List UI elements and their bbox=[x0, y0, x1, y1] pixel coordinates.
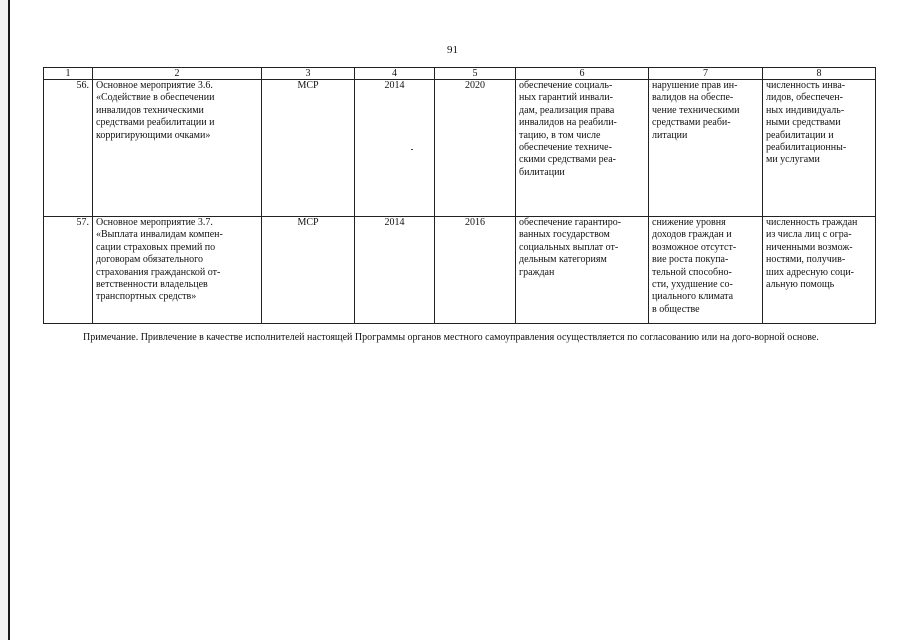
measure-cell bbox=[93, 217, 262, 324]
executor-cell: МСР bbox=[262, 80, 355, 217]
consequences-cell bbox=[649, 217, 763, 324]
scan-speck bbox=[411, 149, 413, 150]
expected-result-cell bbox=[516, 217, 649, 324]
start-year-cell: 2014 bbox=[355, 80, 435, 217]
header-cell: 2 bbox=[93, 68, 262, 80]
header-cell: 4 bbox=[355, 68, 435, 80]
indicator-cell bbox=[763, 217, 876, 324]
header-cell: 6 bbox=[516, 68, 649, 80]
end-year-cell: 2020 bbox=[435, 80, 516, 217]
header-cell: 7 bbox=[649, 68, 763, 80]
table-row bbox=[44, 217, 876, 324]
scan-edge bbox=[0, 0, 10, 640]
program-measures-table bbox=[43, 67, 876, 324]
scan-shadow bbox=[0, 0, 8, 640]
scan-border-line bbox=[8, 0, 10, 640]
consequences-text: нарушение прав ин- валидов на обеспе- чение техническими средствами реаби- литации bbox=[652, 80, 740, 141]
measure-cell bbox=[93, 80, 262, 217]
header-cell: 3 bbox=[262, 68, 355, 80]
indicator-cell bbox=[763, 80, 876, 217]
expected-result-text: обеспечение гарантиро- ванных государством социальных выплат от- дельным категориям граждан bbox=[519, 217, 622, 278]
executor-cell: МСР bbox=[262, 217, 355, 324]
footnote: Примечание. Привлечение в качестве исполнителей настоящей Программы органов местного самоуправления осуществляется по согласованию или на дого-ворной основе. bbox=[83, 332, 819, 343]
page-number: 91 bbox=[447, 44, 458, 56]
measure-text: Основное мероприятие 3.6. «Содействие в обеспечении инвалидов техническими средствами реабилитации и корригирующими очками» bbox=[96, 80, 215, 141]
end-year-cell: 2016 bbox=[435, 217, 516, 324]
expected-result-text: обеспечение социаль- ных гарантий инвали- дам, реализация права инвалидов на реабили- тацию, в том числе обеспечение техниче- скими средствами реа- билитации bbox=[519, 80, 617, 178]
header-cell: 8 bbox=[763, 68, 876, 80]
column-number-row bbox=[44, 68, 876, 80]
row-number: 57. bbox=[44, 217, 93, 324]
start-year-cell: 2014 bbox=[355, 217, 435, 324]
indicator-text: численность инва- лидов, обеспечен- ных индивидуаль- ными средствами реабилитации и реабилитационны- ми услугами bbox=[766, 80, 847, 166]
consequences-cell bbox=[649, 80, 763, 217]
row-number: 56. bbox=[44, 80, 93, 217]
measure-text: Основное мероприятие 3.7. «Выплата инвалидам компен- сации страховых премий по договорам обязательного страхования гражданской от- ветственности владельцев транспортных средств» bbox=[96, 217, 223, 303]
consequences-text: снижение уровня доходов граждан и возможное отсутст- вие роста покупа- тельной способно- сти, ухудшение со- циального климата в обществе bbox=[652, 217, 737, 315]
header-cell: 1 bbox=[44, 68, 93, 80]
expected-result-cell bbox=[516, 80, 649, 217]
table-row bbox=[44, 80, 876, 217]
header-cell: 5 bbox=[435, 68, 516, 80]
indicator-text: численность граждан из числа лиц с огра- ниченными возмож- ностями, получив- ших адресную соци- альную помощь bbox=[766, 217, 858, 291]
